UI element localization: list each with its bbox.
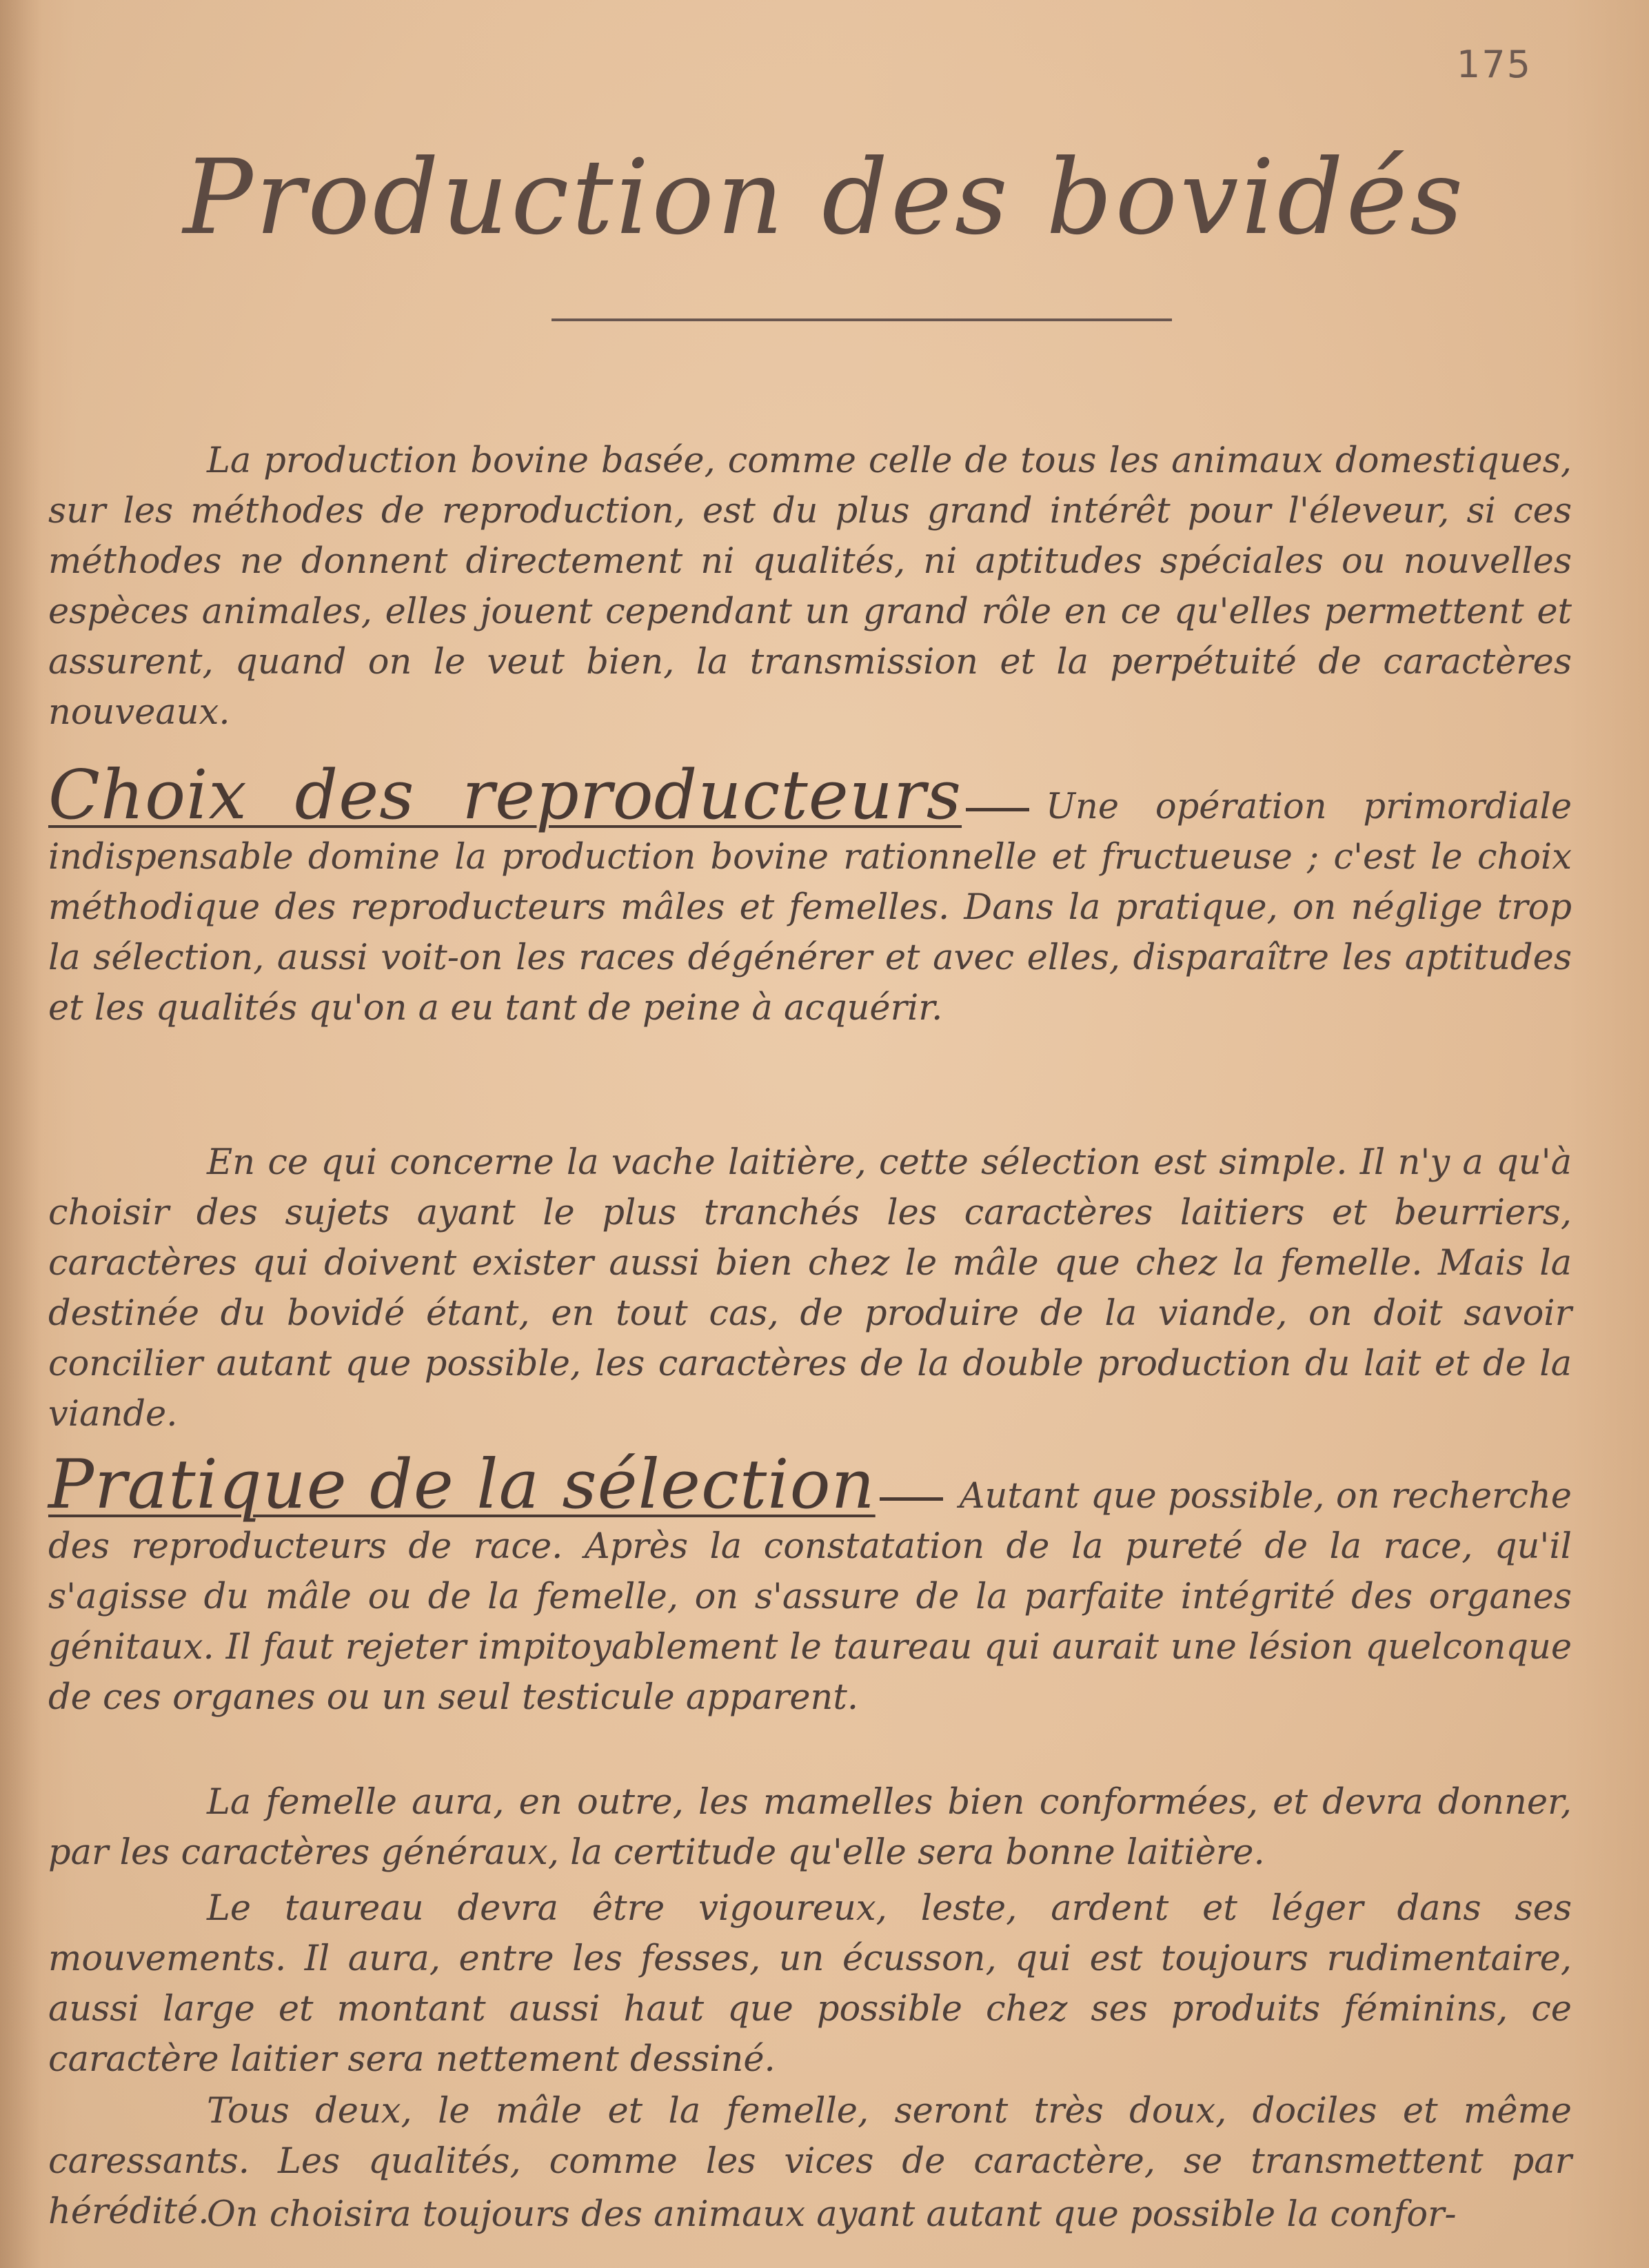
section-choix-paragraph-2: En ce qui concerne la vache laitière, cette sélection est simple. Il n'y a qu'à choisir des sujets ayant le plus tranchés les caractères laitiers et beurriers, caractères qui doivent exister aussi bien chez le mâle que chez la femelle. Mais la destinée du bovidé étant, en tout cas, de produire de la viande, on doit savoir concilier autant que possible, les caractères de la double production du lait et de la viande. <box>48 1142 1572 1435</box>
section-pratique-paragraph-3: Le taureau devra être vigoureux, leste, ardent et léger dans ses mouvements. Il aura, entre les fesses, un écusson, qui est toujours rudimentaire, aussi large et montant aussi haut que possible chez ses produits féminins, ce caractère laitier sera nettement dessiné. <box>48 1888 1572 2080</box>
page-number: 175 <box>1456 43 1532 86</box>
section-pratique-paragraph-5: On choisira toujours des animaux ayant autant que possible la confor- <box>207 2194 1457 2235</box>
title-underline <box>552 318 1172 321</box>
section-heading-choix: Choix des reproducteurs <box>48 756 962 835</box>
section-choix-text-1: Une opération primordiale indispensable domine la production bovine rationnelle et fructueuse ; c'est le choix méthodique des reproducteurs mâles et femelles. Dans la pratique, on néglige trop la sélection, aussi voit-on les races dégénérer et avec elles, disparaître les aptitudes et les qualités qu'on a eu tant de peine à acquérir. <box>48 787 1572 1029</box>
section-pratique-text-1: Autant que possible, on recherche des reproducteurs de race. Après la constatation de la pureté de la race, qu'il s'agisse du mâle ou de la femelle, on s'assure de la parfaite intégrité des organes génitaux. Il faut rejeter impitoyablement le taureau qui aurait une lésion quelconque de ces organes ou un seul testicule apparent. <box>48 1476 1572 1718</box>
heading-dash <box>966 808 1029 811</box>
page-title: Production des bovidés <box>183 138 1466 258</box>
section-choix-paragraph-1 <box>48 756 1572 1033</box>
section-heading-pratique: Pratique de la sélection <box>48 1446 876 1524</box>
section-pratique-paragraph-1 <box>48 1446 1572 1723</box>
intro-paragraph: La production bovine basée, comme celle de tous les animaux domestiques, sur les méthodes de reproduction, est du plus grand intérêt pour l'éleveur, si ces méthodes ne donnent directement ni qualités, ni aptitudes spéciales ou nouvelles espèces animales, elles jouent cependant un grand rôle en ce qu'elles permettent et assurent, quand on le veut bien, la transmission et la perpétuité de caractères nouveaux. <box>48 441 1572 733</box>
section-pratique-paragraph-4: Tous deux, le mâle et la femelle, seront très doux, dociles et même caressants. Les qualités, comme les vices de caractère, se transmettent par hérédité. <box>48 2091 1572 2232</box>
binding-shadow <box>0 0 41 2268</box>
heading-dash <box>880 1497 943 1501</box>
section-pratique-paragraph-2: La femelle aura, en outre, les mamelles bien conformées, et devra donner, par les caractères généraux, la certitude qu'elle sera bonne laitière. <box>48 1782 1572 1873</box>
